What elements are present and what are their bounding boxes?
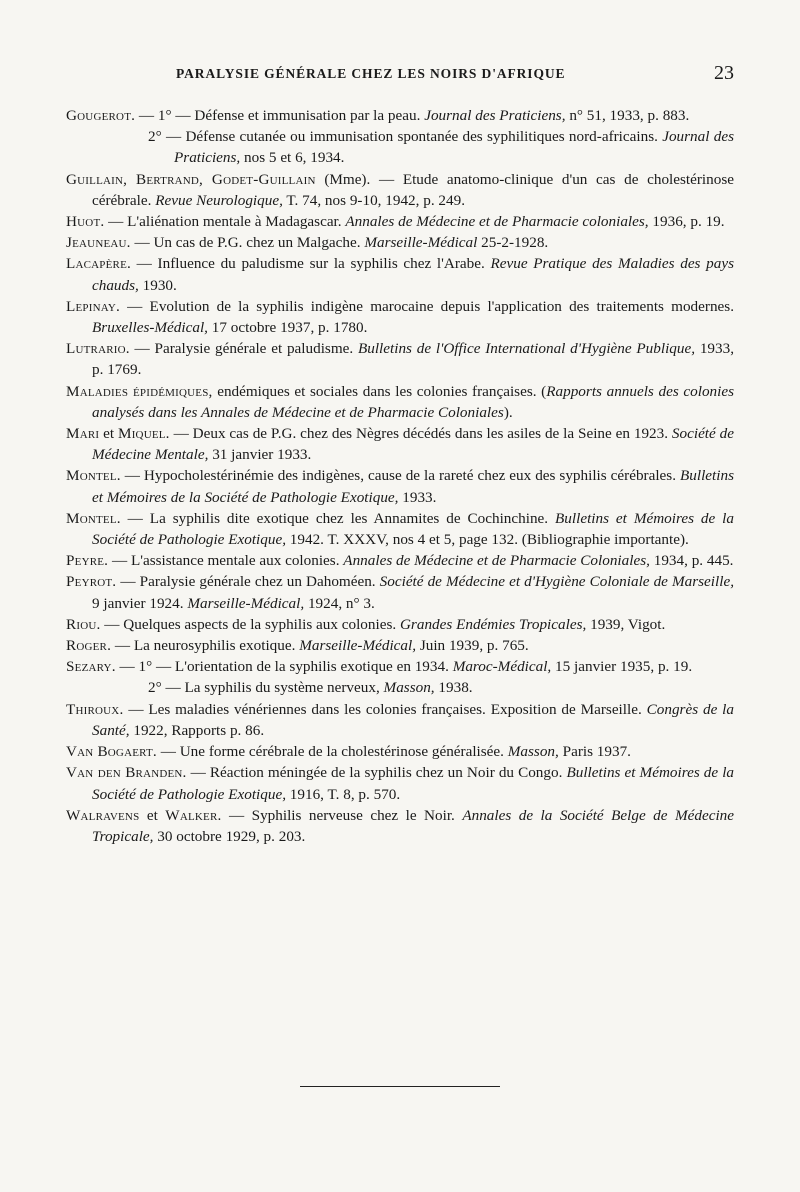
- reference-details: n° 51, 1933, p. 883.: [565, 107, 690, 124]
- reference-text: — Quelques aspects de la syphilis aux colonies.: [100, 615, 400, 633]
- bibliography-list: [66, 105, 734, 847]
- reference-details: T. 74, nos 9-10, 1942, p. 249.: [282, 191, 465, 209]
- reference-author: Lacapère.: [66, 255, 131, 273]
- reference-details: 1934, p. 445.: [649, 552, 734, 570]
- reference-text: — Hypocholestérinémie des indigènes, cause de la rareté chez eux des syphilis cérébrales.: [120, 467, 680, 485]
- reference-details: 1922, Rapports p. 86.: [129, 721, 265, 739]
- reference-entry: [66, 296, 734, 338]
- reference-author: Mari: [66, 425, 100, 443]
- reference-source: Journal des Praticiens,: [174, 128, 734, 167]
- reference-author: Lepinay.: [66, 297, 120, 315]
- reference-source: Grandes Endémies Tropicales,: [399, 615, 587, 633]
- reference-text: (Mme). — Etude anatomo-clinique d'un cas de cholestérinose cérébrale.: [92, 170, 734, 209]
- reference-author: Montel.: [66, 467, 121, 485]
- reference-details: Juin 1939, p. 765.: [416, 637, 529, 655]
- reference-entry: [66, 169, 734, 211]
- reference-source: Revue Neurologique,: [155, 191, 283, 209]
- closing-rule: [300, 1086, 500, 1087]
- reference-text: — Réaction méningée de la syphilis chez un Noir du Congo.: [186, 764, 567, 782]
- reference-text: 2° — La syphilis du système nerveux,: [148, 679, 384, 697]
- reference-details: 1930.: [138, 276, 177, 294]
- reference-subentry: [66, 677, 734, 698]
- reference-source: Journal des Praticiens,: [424, 107, 566, 124]
- reference-source: Congrès de la Santé,: [92, 700, 734, 739]
- reference-author: Guillain, Bertrand, Godet-Guillain: [66, 170, 316, 188]
- reference-source: Bulletins et Mémoires de la Société de Pathologie Exotique,: [92, 467, 734, 506]
- reference-text: et: [99, 425, 118, 443]
- reference-text: — Les maladies vénériennes dans les colonies françaises. Exposition de Marseille.: [123, 700, 647, 718]
- reference-author: Van Bogaert.: [66, 743, 157, 761]
- reference-source: Marseille-Médical: [364, 234, 478, 252]
- reference-entry: [66, 571, 734, 613]
- reference-entry: [66, 105, 734, 126]
- reference-text: — Evolution de la syphilis indigène marocaine depuis l'application des traitements modernes.: [120, 297, 734, 315]
- reference-source: Société de Médecine et d'Hygiène Coloniale de Marseille,: [379, 573, 734, 591]
- reference-entry: [66, 656, 734, 677]
- reference-author: Gougerot.: [66, 107, 136, 124]
- reference-author: Roger.: [66, 637, 112, 655]
- reference-text: — Syphilis nerveuse chez le Noir.: [221, 806, 463, 824]
- reference-text: — Une forme cérébrale de la cholestérinose généralisée.: [156, 743, 508, 761]
- reference-entry: [66, 381, 734, 423]
- reference-source: Marseille-Médical,: [187, 594, 305, 612]
- reference-details: Paris 1937.: [558, 743, 631, 761]
- reference-source: Société de Médecine Mentale,: [92, 425, 734, 464]
- reference-source: Masson,: [383, 679, 435, 697]
- reference-subentry: [66, 126, 734, 168]
- reference-entry: [66, 211, 734, 232]
- reference-text: et: [139, 806, 166, 824]
- reference-text: — Influence du paludisme sur la syphilis chez l'Arabe.: [131, 255, 491, 273]
- reference-coauthor: Walker.: [165, 806, 222, 824]
- reference-text: — Un cas de P.G. chez un Malgache.: [130, 234, 365, 252]
- running-title: PARALYSIE GÉNÉRALE CHEZ LES NOIRS D'AFRIQUE: [176, 66, 566, 81]
- reference-author: Van den Branden.: [66, 764, 187, 782]
- reference-entry: [66, 550, 734, 571]
- reference-source: Annales de Médecine et de Pharmacie Coloniales,: [343, 552, 650, 570]
- reference-source: Bulletins et Mémoires de la Société de Pathologie Exotique,: [92, 764, 735, 803]
- reference-entry: [66, 635, 734, 656]
- reference-details: 1936, p. 19.: [648, 213, 725, 231]
- reference-source: Rapports annuels des colonies analysés dans les Annales de Médecine et de Pharmacie Coloniales: [92, 382, 735, 421]
- reference-text: — L'aliénation mentale à Madagascar.: [104, 213, 346, 231]
- reference-author: Lutrario.: [66, 340, 130, 358]
- reference-details: 1939, Vigot.: [586, 615, 666, 633]
- reference-entry: [66, 465, 734, 507]
- reference-author: Maladies épidémiques,: [66, 382, 213, 400]
- reference-author: Peyrot.: [66, 573, 117, 591]
- reference-text: — Paralysie générale et paludisme.: [129, 340, 358, 358]
- reference-details: nos 5 et 6, 1934.: [240, 149, 345, 167]
- reference-text: endémiques et sociales dans les colonies françaises. (: [212, 382, 547, 400]
- reference-author: Peyre.: [66, 552, 109, 570]
- reference-coauthor: Miquel.: [117, 425, 170, 443]
- reference-details: 15 janvier 1935, p. 19.: [551, 658, 693, 676]
- reference-source: Annales de la Société Belge de Médecine Tropicale,: [92, 806, 735, 845]
- reference-details: 1924, n° 3.: [304, 594, 375, 612]
- reference-entry: [66, 805, 734, 847]
- reference-details: 1916, T. 8, p. 570.: [286, 785, 401, 803]
- reference-text: — Deux cas de P.G. chez des Nègres décédés dans les asiles de la Seine en 1923.: [169, 425, 672, 443]
- reference-author: Jeauneau.: [66, 234, 131, 252]
- reference-author: Montel.: [66, 509, 121, 527]
- reference-entry: [66, 699, 734, 741]
- reference-author: Sezary.: [66, 658, 116, 676]
- reference-details: 9 janvier 1924.: [92, 594, 188, 612]
- reference-entry: [66, 253, 734, 295]
- reference-source: Bulletins de l'Office International d'Hygiène Publique,: [357, 340, 696, 358]
- reference-details: ).: [503, 403, 513, 421]
- page-number: 23: [714, 62, 734, 84]
- reference-details: 1933.: [398, 488, 437, 506]
- reference-details: 25-2-1928.: [477, 234, 549, 252]
- reference-text: 2° — Défense cutanée ou immunisation spontanée des syphilitiques nord-africains.: [148, 128, 663, 146]
- reference-details: 1938.: [434, 679, 473, 697]
- reference-text: — Paralysie générale chez un Dahoméen.: [116, 573, 380, 591]
- reference-text: — La syphilis dite exotique chez les Annamites de Cochinchine.: [120, 509, 556, 527]
- reference-author: Riou.: [66, 615, 101, 633]
- reference-source: Annales de Médecine et de Pharmacie coloniales,: [345, 213, 649, 231]
- reference-text: — La neurosyphilis exotique.: [111, 637, 300, 655]
- reference-entry: [66, 614, 734, 635]
- reference-source: Bulletins et Mémoires de la Société de Pathologie Exotique,: [92, 509, 734, 549]
- reference-entry: [66, 762, 734, 804]
- reference-details: 1933, p. 1769.: [92, 340, 734, 379]
- reference-author: Huot.: [66, 213, 105, 231]
- reference-source: Marseille-Médical,: [299, 637, 417, 655]
- reference-source: Maroc-Médical,: [452, 658, 552, 676]
- reference-text: — L'assistance mentale aux colonies.: [108, 552, 344, 570]
- reference-entry: [66, 741, 734, 762]
- reference-source: Masson,: [507, 743, 559, 761]
- reference-entry: [66, 423, 734, 465]
- reference-details: 17 octobre 1937, p. 1780.: [207, 319, 368, 337]
- reference-entry: [66, 338, 734, 380]
- reference-author: Thiroux.: [66, 700, 124, 718]
- reference-text: — 1° — L'orientation de la syphilis exotique en 1934.: [115, 658, 453, 676]
- reference-author: Walravens: [66, 806, 140, 824]
- reference-details: 30 octobre 1929, p. 203.: [153, 827, 306, 845]
- reference-source: Revue Pratique des Maladies des pays chauds,: [92, 255, 734, 294]
- reference-details: 1942. T. XXXV, nos 4 et 5, page 132. (Bibliographie importante).: [286, 531, 689, 549]
- reference-source: Bruxelles-Médical,: [92, 319, 208, 337]
- reference-text: — 1° — Défense et immunisation par la peau.: [135, 107, 425, 124]
- reference-details: 31 janvier 1933.: [208, 446, 312, 464]
- reference-entry: [66, 508, 734, 550]
- reference-entry: [66, 232, 734, 253]
